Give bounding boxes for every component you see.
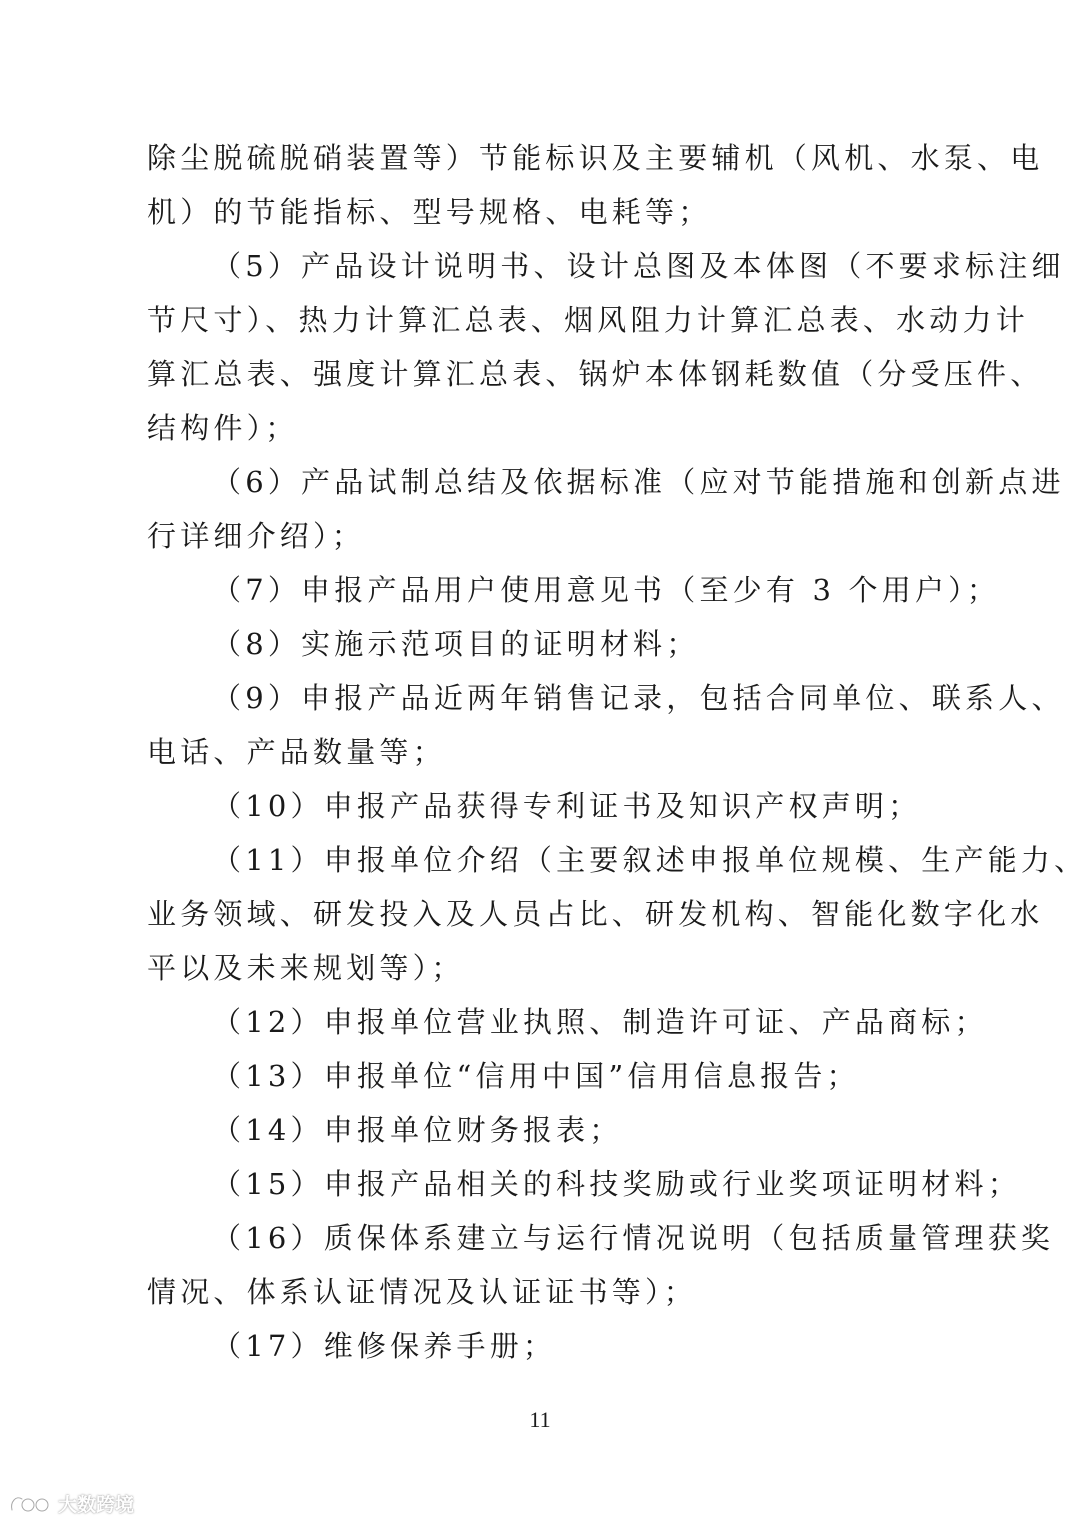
text-line: 节尺寸）、热力计算汇总表、烟风阻力计算汇总表、水动力计: [147, 303, 1029, 337]
page-number: 11: [529, 1407, 551, 1432]
list-item-14: （14）申报单位财务报表；: [212, 1113, 623, 1147]
list-item-9: （9）申报产品近两年销售记录，包括合同单位、联系人、: [212, 681, 1065, 715]
text-line: 行详细介绍）；: [147, 519, 365, 553]
text-line: 算汇总表、强度计算汇总表、锅炉本体钢耗数值（分受压件、: [147, 357, 1044, 391]
list-item-10: （10）申报产品获得专利证书及知识产权声明；: [212, 789, 922, 823]
watermark: [8, 1488, 134, 1518]
list-item-11: （11）申报单位介绍（主要叙述申报单位规模、生产能力、: [212, 843, 1087, 877]
logo-icon: [8, 1490, 54, 1516]
text-line: 平以及未来规划等）；: [147, 951, 465, 985]
text-line: 除尘脱硫脱硝装置等）节能标识及主要辅机（风机、水泵、电: [147, 141, 1044, 175]
list-item-7: （7）申报产品用户使用意见书（至少有 3 个用户）；: [212, 573, 1001, 607]
list-item-15: （15）申报产品相关的科技奖励或行业奖项证明材料；: [212, 1167, 1021, 1201]
list-item-13: （13）申报单位“信用中国”信用信息报告；: [212, 1059, 860, 1093]
text-line: 业务领域、研发投入及人员占比、研发机构、智能化数字化水: [147, 897, 1044, 931]
list-item-6: （6）产品试制总结及依据标准（应对节能措施和创新点进: [212, 465, 1065, 499]
list-item-16: （16）质保体系建立与运行情况说明（包括质量管理获奖: [212, 1221, 1055, 1255]
list-item-5: （5）产品设计说明书、设计总图及本体图（不要求标注细: [212, 249, 1065, 283]
list-item-8: （8）实施示范项目的证明材料；: [212, 627, 700, 661]
list-item-12: （12）申报单位营业执照、制造许可证、产品商标；: [212, 1005, 988, 1039]
text-line: 机）的节能指标、型号规格、电耗等；: [147, 195, 712, 229]
text-line: 结构件）；: [147, 411, 299, 445]
list-item-17: （17）维修保养手册；: [212, 1329, 557, 1363]
text-line: 电话、产品数量等；: [147, 735, 446, 769]
text-line: 情况、体系认证情况及认证证书等）；: [147, 1275, 697, 1309]
watermark-text: 大数跨境: [58, 1493, 135, 1516]
